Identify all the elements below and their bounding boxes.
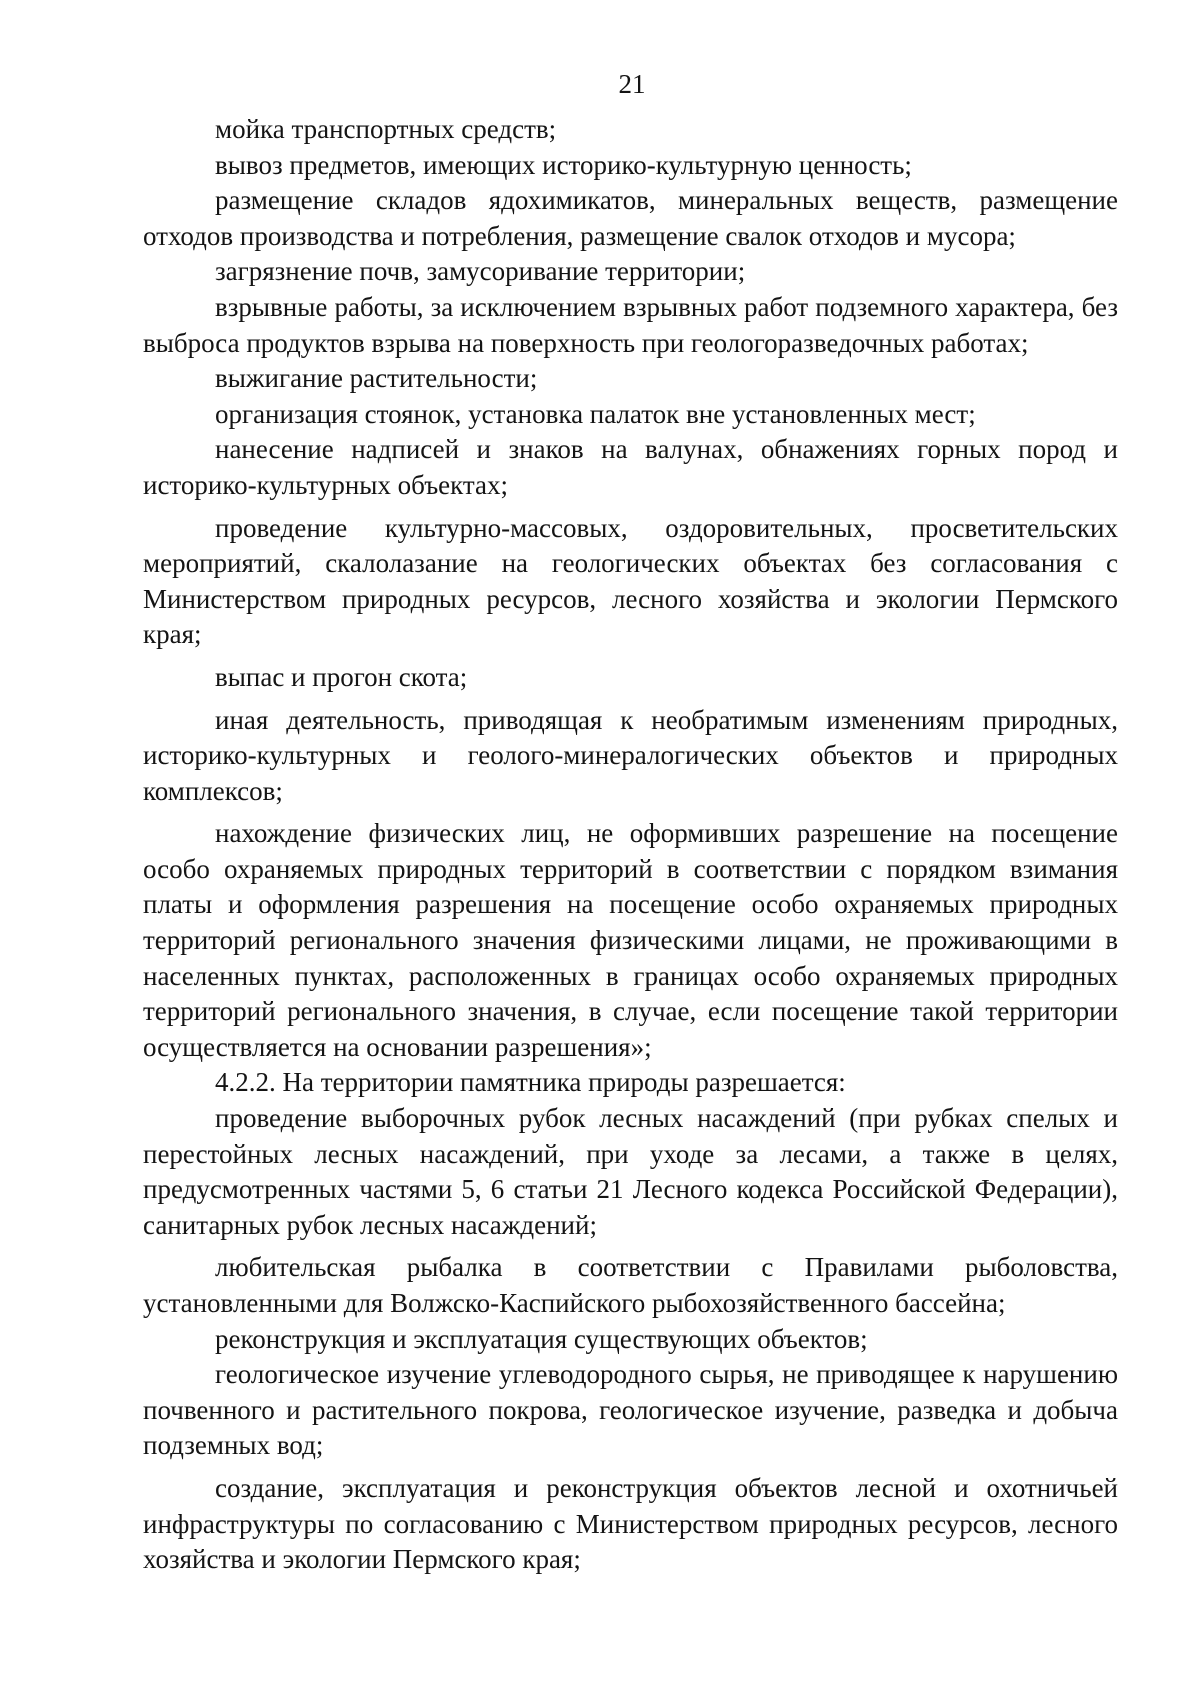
paragraph-burning-vegetation: выжигание растительности; — [215, 363, 538, 394]
paragraph-irreversible-changes: иная деятельность, приводящая к необратимым изменениям природных, историко-культурных и геолого-минералогических объектов и природных комплексов; — [143, 704, 1118, 806]
paragraph-removal-of-objects: вывоз предметов, имеющих историко-культурную ценность; — [215, 149, 912, 180]
paragraph-mass-events: проведение культурно-массовых, оздоровительных, просветительских мероприятий, скалолазание на геологических объектах без согласования с Министерством природных ресурсов, лесного хозяйства и экологии Пермского края; — [143, 512, 1118, 650]
paragraph-vehicle-washing: мойка транспортных средств; — [215, 114, 557, 144]
paragraph-geological-study: геологическое изучение углеводородного сырья, не приводящее к нарушению почвенного и растительного покрова, геологическое изучение, разведка и добыча подземных вод; — [143, 1359, 1118, 1461]
paragraph-gap — [143, 1464, 1118, 1471]
paragraph-inscriptions: нанесение надписей и знаков на валунах, обнажениях горных пород и историко-культурных объектах; — [143, 434, 1118, 500]
paragraph-gap — [143, 653, 1118, 660]
paragraph-reconstruction: реконструкция и эксплуатация существующих объектов; — [215, 1323, 868, 1354]
paragraph-gap — [143, 809, 1118, 816]
paragraph-visitor-permits: нахождение физических лиц, не оформивших разрешение на посещение особо охраняемых природных территорий в соответствии с порядком взимания платы и оформления разрешения на посещение особо охраняемых природных территорий регионального значения физическими лицами, не проживающими в населенных пунктах, расположенных в границах особо охраняемых природных территорий регионального значения, в случае, если посещение такой территории осуществляется на основании разрешения»; — [143, 818, 1118, 1062]
paragraph-camping: организация стоянок, установка палаток вне установленных мест; — [215, 398, 976, 429]
paragraph-infrastructure: создание, эксплуатация и реконструкция объектов лесной и охотничьей инфраструктуры по согласованию с Министерством природных ресурсов, лесного хозяйства и экологии Пермского края; — [143, 1472, 1118, 1575]
document-body — [143, 112, 1118, 1578]
paragraph-selective-logging: проведение выборочных рубок лесных насаждений (при рубках спелых и перестойных лесных насаждений, при уходе за лесами, а также в целях, предусмотренных частями 5, 6 статьи 21 Лесного кодекса Российской Федерации), санитарных рубок лесных насаждений; — [143, 1103, 1118, 1240]
paragraph-amateur-fishing: любительская рыбалка в соответствии с Правилами рыболовства, установленными для Волжско-Каспийского рыбохозяйственного бассейна; — [143, 1252, 1118, 1318]
paragraph-gap — [143, 696, 1118, 703]
paragraph-blasting-works: взрывные работы, за исключением взрывных работ подземного характера, без выброса продуктов взрыва на поверхность при геологоразведочных работах; — [143, 291, 1118, 358]
paragraph-soil-pollution: загрязнение почв, замусоривание территории; — [215, 256, 746, 287]
page-number: 21 — [618, 69, 646, 99]
paragraph-warehouses-waste: размещение складов ядохимикатов, минеральных веществ, размещение отходов производства и потребления, размещение свалок отходов и мусора; — [143, 185, 1118, 251]
paragraph-gap — [143, 504, 1118, 511]
paragraph-livestock-grazing: выпас и прогон скота; — [215, 661, 468, 692]
paragraph-gap — [143, 1243, 1118, 1250]
section-heading-4-2-2: 4.2.2. На территории памятника природы разрешается: — [215, 1067, 846, 1098]
